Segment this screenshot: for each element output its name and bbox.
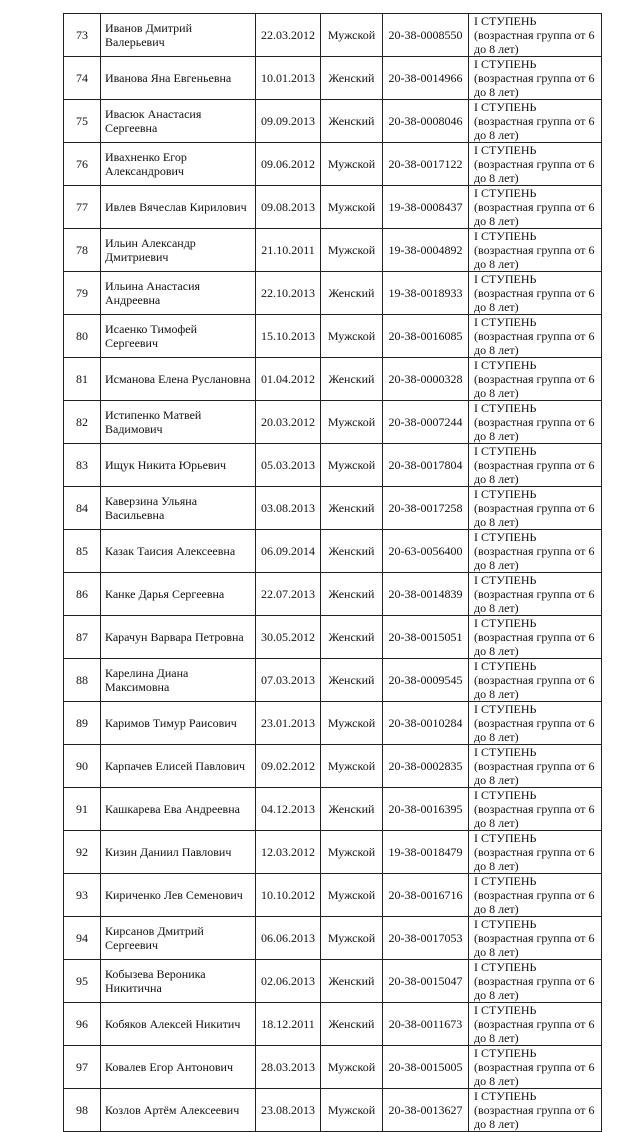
participant-name: Кашкарева Ева Андреевна bbox=[101, 788, 256, 831]
gender: Мужской bbox=[321, 401, 383, 444]
row-number: 98 bbox=[64, 1089, 101, 1132]
participant-name: Ильин Александр Дмитриевич bbox=[101, 229, 256, 272]
level: I СТУПЕНЬ (возрастная группа от 6 до 8 лет) bbox=[469, 272, 602, 315]
level: I СТУПЕНЬ (возрастная группа от 6 до 8 лет) bbox=[469, 745, 602, 788]
row-number: 75 bbox=[64, 100, 101, 143]
participant-name: Ивахненко Егор Александрович bbox=[101, 143, 256, 186]
table-row bbox=[64, 444, 602, 487]
row-number: 80 bbox=[64, 315, 101, 358]
participant-id: 20-38-0017804 bbox=[383, 444, 469, 487]
participant-name: Кобызева Вероника Никитична bbox=[101, 960, 256, 1003]
participant-id: 20-38-0008550 bbox=[383, 14, 469, 57]
birth-date: 18.12.2011 bbox=[256, 1003, 321, 1046]
level: I СТУПЕНЬ (возрастная группа от 6 до 8 лет) bbox=[469, 831, 602, 874]
level: I СТУПЕНЬ (возрастная группа от 6 до 8 лет) bbox=[469, 401, 602, 444]
participant-name: Иванова Яна Евгеньевна bbox=[101, 57, 256, 100]
gender: Женский bbox=[321, 788, 383, 831]
birth-date: 09.02.2012 bbox=[256, 745, 321, 788]
table-row bbox=[64, 358, 602, 401]
participant-name: Кизин Даниил Павлович bbox=[101, 831, 256, 874]
level: I СТУПЕНЬ (возрастная группа от 6 до 8 лет) bbox=[469, 57, 602, 100]
participant-id: 20-38-0009545 bbox=[383, 659, 469, 702]
gender: Мужской bbox=[321, 702, 383, 745]
row-number: 96 bbox=[64, 1003, 101, 1046]
table-row bbox=[64, 917, 602, 960]
gender: Женский bbox=[321, 530, 383, 573]
participant-name: Карпачев Елисей Павлович bbox=[101, 745, 256, 788]
table-row bbox=[64, 530, 602, 573]
participant-name: Кобяков Алексей Никитич bbox=[101, 1003, 256, 1046]
birth-date: 09.08.2013 bbox=[256, 186, 321, 229]
gender: Мужской bbox=[321, 745, 383, 788]
birth-date: 06.06.2013 bbox=[256, 917, 321, 960]
level: I СТУПЕНЬ (возрастная группа от 6 до 8 лет) bbox=[469, 444, 602, 487]
level: I СТУПЕНЬ (возрастная группа от 6 до 8 лет) bbox=[469, 530, 602, 573]
participant-name: Кирсанов Дмитрий Сергеевич bbox=[101, 917, 256, 960]
participant-id: 19-38-0018933 bbox=[383, 272, 469, 315]
level: I СТУПЕНЬ (возрастная группа от 6 до 8 лет) bbox=[469, 960, 602, 1003]
gender: Женский bbox=[321, 1003, 383, 1046]
participant-id: 19-38-0008437 bbox=[383, 186, 469, 229]
level: I СТУПЕНЬ (возрастная группа от 6 до 8 лет) bbox=[469, 573, 602, 616]
level: I СТУПЕНЬ (возрастная группа от 6 до 8 лет) bbox=[469, 229, 602, 272]
birth-date: 28.03.2013 bbox=[256, 1046, 321, 1089]
birth-date: 10.01.2013 bbox=[256, 57, 321, 100]
birth-date: 23.08.2013 bbox=[256, 1089, 321, 1132]
birth-date: 30.05.2012 bbox=[256, 616, 321, 659]
level: I СТУПЕНЬ (возрастная группа от 6 до 8 лет) bbox=[469, 143, 602, 186]
row-number: 76 bbox=[64, 143, 101, 186]
participant-id: 20-38-0008046 bbox=[383, 100, 469, 143]
table-row bbox=[64, 186, 602, 229]
level: I СТУПЕНЬ (возрастная группа от 6 до 8 лет) bbox=[469, 1046, 602, 1089]
level: I СТУПЕНЬ (возрастная группа от 6 до 8 лет) bbox=[469, 1003, 602, 1046]
row-number: 79 bbox=[64, 272, 101, 315]
participant-name: Каримов Тимур Раисович bbox=[101, 702, 256, 745]
participant-id: 20-38-0017258 bbox=[383, 487, 469, 530]
row-number: 83 bbox=[64, 444, 101, 487]
row-number: 82 bbox=[64, 401, 101, 444]
table-row bbox=[64, 616, 602, 659]
participant-id: 20-38-0013627 bbox=[383, 1089, 469, 1132]
birth-date: 22.10.2013 bbox=[256, 272, 321, 315]
table-row bbox=[64, 788, 602, 831]
row-number: 81 bbox=[64, 358, 101, 401]
table-row bbox=[64, 874, 602, 917]
row-number: 97 bbox=[64, 1046, 101, 1089]
gender: Женский bbox=[321, 57, 383, 100]
gender: Женский bbox=[321, 616, 383, 659]
participant-name: Ищук Никита Юрьевич bbox=[101, 444, 256, 487]
level: I СТУПЕНЬ (возрастная группа от 6 до 8 лет) bbox=[469, 315, 602, 358]
row-number: 88 bbox=[64, 659, 101, 702]
birth-date: 21.10.2011 bbox=[256, 229, 321, 272]
participant-id: 20-38-0016716 bbox=[383, 874, 469, 917]
participant-name: Ивлев Вячеслав Кирилович bbox=[101, 186, 256, 229]
table-row bbox=[64, 100, 602, 143]
birth-date: 09.09.2013 bbox=[256, 100, 321, 143]
gender: Женский bbox=[321, 100, 383, 143]
participant-id: 20-38-0016395 bbox=[383, 788, 469, 831]
table-row bbox=[64, 831, 602, 874]
participant-id: 20-38-0017053 bbox=[383, 917, 469, 960]
table-row bbox=[64, 702, 602, 745]
row-number: 94 bbox=[64, 917, 101, 960]
participant-id: 20-38-0017122 bbox=[383, 143, 469, 186]
table-row bbox=[64, 960, 602, 1003]
level: I СТУПЕНЬ (возрастная группа от 6 до 8 лет) bbox=[469, 358, 602, 401]
table-row bbox=[64, 1003, 602, 1046]
participant-id: 19-38-0018479 bbox=[383, 831, 469, 874]
table-row bbox=[64, 272, 602, 315]
birth-date: 12.03.2012 bbox=[256, 831, 321, 874]
table-row bbox=[64, 659, 602, 702]
participant-id: 20-38-0015005 bbox=[383, 1046, 469, 1089]
table-row bbox=[64, 57, 602, 100]
gender: Женский bbox=[321, 272, 383, 315]
participant-id: 20-38-0000328 bbox=[383, 358, 469, 401]
row-number: 73 bbox=[64, 14, 101, 57]
birth-date: 22.03.2012 bbox=[256, 14, 321, 57]
gender: Женский bbox=[321, 659, 383, 702]
participant-name: Карачун Варвара Петровна bbox=[101, 616, 256, 659]
participant-id: 20-38-0010284 bbox=[383, 702, 469, 745]
row-number: 95 bbox=[64, 960, 101, 1003]
gender: Женский bbox=[321, 358, 383, 401]
birth-date: 04.12.2013 bbox=[256, 788, 321, 831]
level: I СТУПЕНЬ (возрастная группа от 6 до 8 лет) bbox=[469, 917, 602, 960]
participant-name: Ильина Анастасия Андреевна bbox=[101, 272, 256, 315]
participant-id: 20-38-0014839 bbox=[383, 573, 469, 616]
birth-date: 01.04.2012 bbox=[256, 358, 321, 401]
gender: Мужской bbox=[321, 186, 383, 229]
gender: Мужской bbox=[321, 444, 383, 487]
birth-date: 22.07.2013 bbox=[256, 573, 321, 616]
gender: Мужской bbox=[321, 143, 383, 186]
birth-date: 06.09.2014 bbox=[256, 530, 321, 573]
row-number: 93 bbox=[64, 874, 101, 917]
gender: Женский bbox=[321, 487, 383, 530]
participant-name: Козлов Артём Алексеевич bbox=[101, 1089, 256, 1132]
participant-name: Исаенко Тимофей Сергеевич bbox=[101, 315, 256, 358]
table-row bbox=[64, 315, 602, 358]
participant-id: 20-38-0014966 bbox=[383, 57, 469, 100]
participant-id: 20-38-0002835 bbox=[383, 745, 469, 788]
birth-date: 10.10.2012 bbox=[256, 874, 321, 917]
gender: Мужской bbox=[321, 917, 383, 960]
gender: Мужской bbox=[321, 315, 383, 358]
participant-name: Кириченко Лев Семенович bbox=[101, 874, 256, 917]
participant-name: Иванов Дмитрий Валерьевич bbox=[101, 14, 256, 57]
participant-name: Канке Дарья Сергеевна bbox=[101, 573, 256, 616]
row-number: 89 bbox=[64, 702, 101, 745]
level: I СТУПЕНЬ (возрастная группа от 6 до 8 лет) bbox=[469, 659, 602, 702]
participant-id: 19-38-0004892 bbox=[383, 229, 469, 272]
participant-name: Ковалев Егор Антонович bbox=[101, 1046, 256, 1089]
level: I СТУПЕНЬ (возрастная группа от 6 до 8 лет) bbox=[469, 616, 602, 659]
participants-table bbox=[63, 13, 602, 1132]
gender: Мужской bbox=[321, 1046, 383, 1089]
birth-date: 05.03.2013 bbox=[256, 444, 321, 487]
birth-date: 02.06.2013 bbox=[256, 960, 321, 1003]
participant-name: Каверзина Ульяна Васильевна bbox=[101, 487, 256, 530]
participant-name: Карелина Диана Максимовна bbox=[101, 659, 256, 702]
gender: Мужской bbox=[321, 229, 383, 272]
participant-name: Казак Таисия Алексеевна bbox=[101, 530, 256, 573]
table-row bbox=[64, 143, 602, 186]
table-body bbox=[64, 14, 602, 1132]
row-number: 77 bbox=[64, 186, 101, 229]
row-number: 90 bbox=[64, 745, 101, 788]
participant-name: Ивасюк Анастасия Сергеевна bbox=[101, 100, 256, 143]
participant-id: 20-63-0056400 bbox=[383, 530, 469, 573]
participant-id: 20-38-0007244 bbox=[383, 401, 469, 444]
level: I СТУПЕНЬ (возрастная группа от 6 до 8 лет) bbox=[469, 702, 602, 745]
row-number: 74 bbox=[64, 57, 101, 100]
participant-id: 20-38-0015047 bbox=[383, 960, 469, 1003]
gender: Мужской bbox=[321, 831, 383, 874]
birth-date: 23.01.2013 bbox=[256, 702, 321, 745]
row-number: 87 bbox=[64, 616, 101, 659]
gender: Женский bbox=[321, 573, 383, 616]
birth-date: 03.08.2013 bbox=[256, 487, 321, 530]
gender: Мужской bbox=[321, 1089, 383, 1132]
participant-id: 20-38-0016085 bbox=[383, 315, 469, 358]
table-row bbox=[64, 229, 602, 272]
row-number: 91 bbox=[64, 788, 101, 831]
level: I СТУПЕНЬ (возрастная группа от 6 до 8 лет) bbox=[469, 874, 602, 917]
gender: Женский bbox=[321, 960, 383, 1003]
row-number: 78 bbox=[64, 229, 101, 272]
table-row bbox=[64, 401, 602, 444]
participant-name: Истипенко Матвей Вадимович bbox=[101, 401, 256, 444]
level: I СТУПЕНЬ (возрастная группа от 6 до 8 лет) bbox=[469, 186, 602, 229]
table-row bbox=[64, 745, 602, 788]
level: I СТУПЕНЬ (возрастная группа от 6 до 8 лет) bbox=[469, 1089, 602, 1132]
gender: Мужской bbox=[321, 14, 383, 57]
birth-date: 07.03.2013 bbox=[256, 659, 321, 702]
participant-name: Исманова Елена Руслановна bbox=[101, 358, 256, 401]
table-row bbox=[64, 1089, 602, 1132]
birth-date: 20.03.2012 bbox=[256, 401, 321, 444]
birth-date: 15.10.2013 bbox=[256, 315, 321, 358]
row-number: 84 bbox=[64, 487, 101, 530]
table-row bbox=[64, 1046, 602, 1089]
level: I СТУПЕНЬ (возрастная группа от 6 до 8 лет) bbox=[469, 100, 602, 143]
level: I СТУПЕНЬ (возрастная группа от 6 до 8 лет) bbox=[469, 14, 602, 57]
row-number: 85 bbox=[64, 530, 101, 573]
table-row bbox=[64, 487, 602, 530]
level: I СТУПЕНЬ (возрастная группа от 6 до 8 лет) bbox=[469, 487, 602, 530]
participant-id: 20-38-0015051 bbox=[383, 616, 469, 659]
table-row bbox=[64, 14, 602, 57]
birth-date: 09.06.2012 bbox=[256, 143, 321, 186]
table-row bbox=[64, 573, 602, 616]
participant-id: 20-38-0011673 bbox=[383, 1003, 469, 1046]
level: I СТУПЕНЬ (возрастная группа от 6 до 8 лет) bbox=[469, 788, 602, 831]
row-number: 86 bbox=[64, 573, 101, 616]
gender: Мужской bbox=[321, 874, 383, 917]
row-number: 92 bbox=[64, 831, 101, 874]
